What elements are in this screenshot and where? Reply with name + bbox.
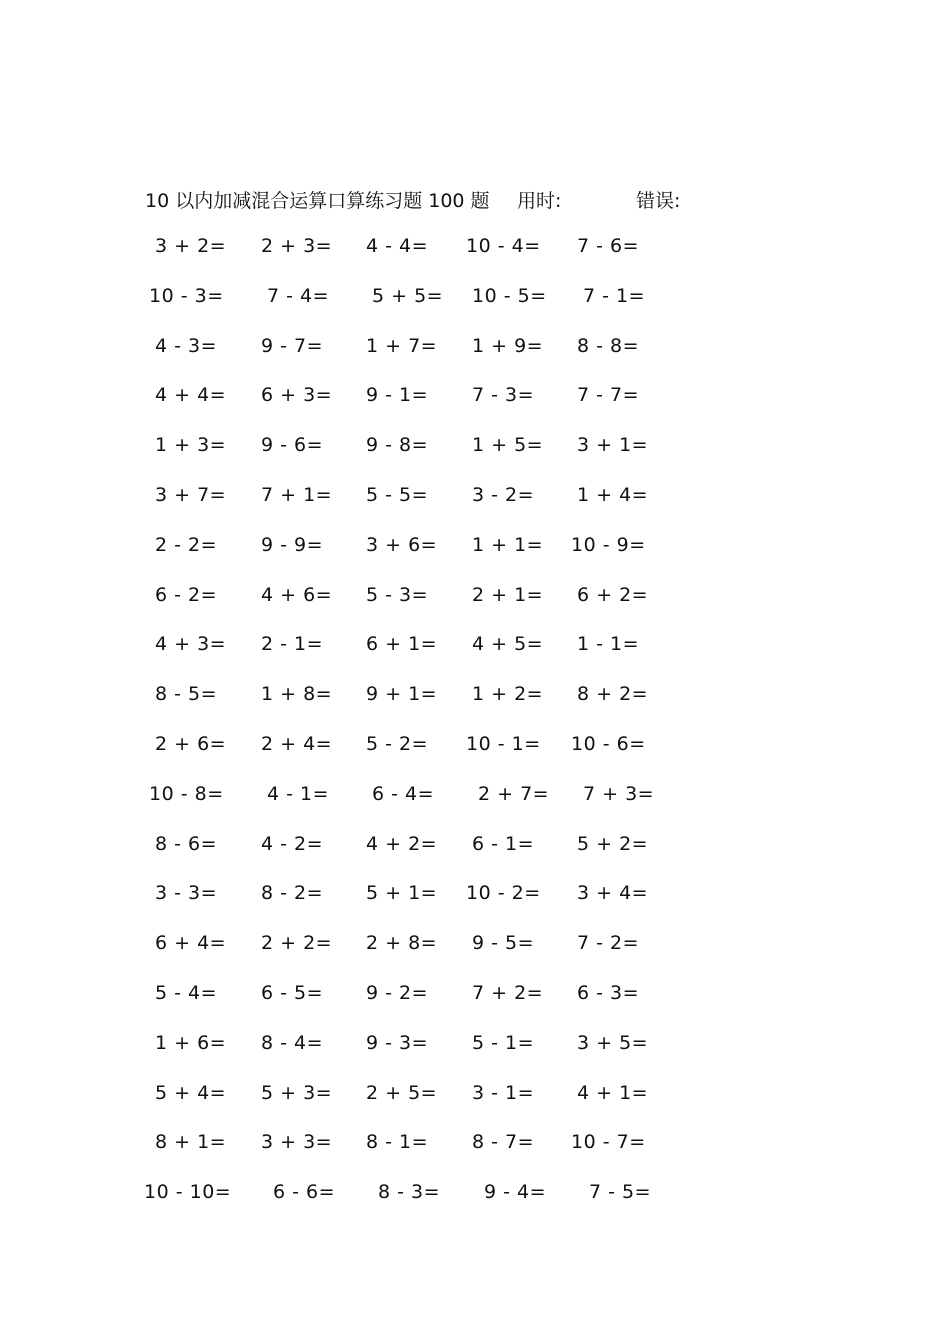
problem-cell: 5 + 3= <box>261 1081 333 1104</box>
problem-cell: 10 - 6= <box>571 732 646 755</box>
problem-cell: 10 - 2= <box>466 882 541 905</box>
problem-row <box>140 384 700 434</box>
problem-cell: 7 + 1= <box>261 483 333 506</box>
worksheet-header <box>145 186 745 216</box>
problem-cell: 3 + 6= <box>366 533 438 556</box>
problem-cell: 2 + 8= <box>366 932 438 955</box>
problem-cell: 9 - 5= <box>472 932 535 955</box>
problem-cell: 1 + 9= <box>472 334 544 357</box>
problem-cell: 6 + 4= <box>155 932 227 955</box>
problem-row <box>140 434 700 484</box>
problem-grid <box>140 235 700 1231</box>
problem-cell: 2 + 2= <box>261 932 333 955</box>
problem-cell: 3 - 3= <box>155 882 218 905</box>
problem-cell: 3 - 2= <box>472 483 535 506</box>
problem-cell: 9 - 7= <box>261 334 324 357</box>
problem-cell: 9 + 1= <box>366 683 438 706</box>
problem-cell: 10 - 10= <box>144 1181 232 1204</box>
problem-cell: 8 - 3= <box>378 1181 441 1204</box>
problem-cell: 10 - 3= <box>149 284 224 307</box>
problem-cell: 2 - 2= <box>155 533 218 556</box>
problem-cell: 7 - 1= <box>583 284 646 307</box>
problem-cell: 5 - 5= <box>366 483 429 506</box>
problem-cell: 2 + 6= <box>155 732 227 755</box>
problem-cell: 7 - 7= <box>577 384 640 407</box>
problem-cell: 10 - 9= <box>571 533 646 556</box>
problem-row <box>140 783 700 833</box>
problem-cell: 4 - 1= <box>267 782 330 805</box>
problem-cell: 5 + 2= <box>577 832 649 855</box>
problem-cell: 10 - 1= <box>466 732 541 755</box>
problem-cell: 5 - 4= <box>155 981 218 1004</box>
problem-cell: 1 + 8= <box>261 683 333 706</box>
problem-cell: 4 - 4= <box>366 235 429 257</box>
problem-cell: 1 + 5= <box>472 434 544 457</box>
problem-cell: 5 - 3= <box>366 583 429 606</box>
problem-cell: 2 + 1= <box>472 583 544 606</box>
problem-cell: 7 - 4= <box>267 284 330 307</box>
problem-cell: 3 - 1= <box>472 1081 535 1104</box>
problem-cell: 1 + 2= <box>472 683 544 706</box>
problem-cell: 6 - 4= <box>372 782 435 805</box>
problem-row <box>140 1082 700 1132</box>
problem-cell: 1 - 1= <box>577 633 640 656</box>
problem-cell: 5 + 4= <box>155 1081 227 1104</box>
problem-row <box>140 584 700 634</box>
problem-cell: 9 - 8= <box>366 434 429 457</box>
problem-row <box>140 534 700 584</box>
problem-row <box>140 1181 700 1231</box>
problem-row <box>140 1131 700 1181</box>
problem-cell: 1 + 6= <box>155 1031 227 1054</box>
problem-cell: 8 - 5= <box>155 683 218 706</box>
problem-cell: 5 - 1= <box>472 1031 535 1054</box>
problem-cell: 1 + 4= <box>577 483 649 506</box>
problem-cell: 5 + 1= <box>366 882 438 905</box>
problem-row <box>140 484 700 534</box>
problem-row <box>140 335 700 385</box>
problem-cell: 3 + 2= <box>155 235 227 257</box>
problem-cell: 8 - 1= <box>366 1131 429 1154</box>
problem-cell: 7 - 6= <box>577 235 640 257</box>
problem-cell: 4 + 6= <box>261 583 333 606</box>
problem-row <box>140 683 700 733</box>
time-label: 用时: <box>517 190 562 212</box>
problem-cell: 1 + 3= <box>155 434 227 457</box>
problem-cell: 7 - 5= <box>589 1181 652 1204</box>
problem-cell: 8 - 7= <box>472 1131 535 1154</box>
errors-label: 错误: <box>636 190 681 212</box>
problem-cell: 8 - 8= <box>577 334 640 357</box>
problem-row <box>140 932 700 982</box>
problem-cell: 3 + 4= <box>577 882 649 905</box>
problem-cell: 10 - 7= <box>571 1131 646 1154</box>
problem-cell: 5 - 2= <box>366 732 429 755</box>
problem-cell: 8 + 2= <box>577 683 649 706</box>
problem-cell: 10 - 5= <box>472 284 547 307</box>
problem-cell: 4 - 2= <box>261 832 324 855</box>
problem-row <box>140 235 700 285</box>
problem-cell: 3 + 1= <box>577 434 649 457</box>
problem-cell: 10 - 8= <box>149 782 224 805</box>
problem-cell: 2 - 1= <box>261 633 324 656</box>
problem-cell: 6 + 2= <box>577 583 649 606</box>
problem-cell: 4 - 3= <box>155 334 218 357</box>
worksheet-title: 10 以内加减混合运算口算练习题 100 题 <box>145 190 490 212</box>
problem-cell: 1 + 1= <box>472 533 544 556</box>
problem-cell: 2 + 3= <box>261 235 333 257</box>
problem-cell: 8 - 6= <box>155 832 218 855</box>
problem-cell: 9 - 9= <box>261 533 324 556</box>
problem-cell: 9 - 6= <box>261 434 324 457</box>
problem-row <box>140 982 700 1032</box>
problem-cell: 7 - 2= <box>577 932 640 955</box>
problem-cell: 6 - 2= <box>155 583 218 606</box>
problem-cell: 9 - 2= <box>366 981 429 1004</box>
problem-cell: 8 + 1= <box>155 1131 227 1154</box>
problem-cell: 6 + 3= <box>261 384 333 407</box>
problem-cell: 4 + 4= <box>155 384 227 407</box>
problem-cell: 3 + 3= <box>261 1131 333 1154</box>
problem-cell: 4 + 2= <box>366 832 438 855</box>
problem-cell: 9 - 1= <box>366 384 429 407</box>
problem-row <box>140 882 700 932</box>
problem-cell: 5 + 5= <box>372 284 444 307</box>
problem-cell: 4 + 1= <box>577 1081 649 1104</box>
problem-row <box>140 1032 700 1082</box>
problem-row <box>140 833 700 883</box>
problem-cell: 6 - 6= <box>273 1181 336 1204</box>
problem-cell: 2 + 7= <box>478 782 550 805</box>
problem-cell: 4 + 5= <box>472 633 544 656</box>
problem-cell: 2 + 5= <box>366 1081 438 1104</box>
problem-cell: 3 + 7= <box>155 483 227 506</box>
problem-row <box>140 285 700 335</box>
problem-cell: 6 - 1= <box>472 832 535 855</box>
problem-cell: 8 - 4= <box>261 1031 324 1054</box>
problem-cell: 6 - 3= <box>577 981 640 1004</box>
problem-cell: 6 - 5= <box>261 981 324 1004</box>
problem-cell: 9 - 3= <box>366 1031 429 1054</box>
problem-cell: 7 + 2= <box>472 981 544 1004</box>
problem-cell: 7 - 3= <box>472 384 535 407</box>
problem-cell: 10 - 4= <box>466 235 541 257</box>
problem-row <box>140 733 700 783</box>
problem-cell: 6 + 1= <box>366 633 438 656</box>
problem-cell: 4 + 3= <box>155 633 227 656</box>
problem-cell: 2 + 4= <box>261 732 333 755</box>
problem-cell: 3 + 5= <box>577 1031 649 1054</box>
problem-cell: 9 - 4= <box>484 1181 547 1204</box>
problem-cell: 1 + 7= <box>366 334 438 357</box>
problem-row <box>140 633 700 683</box>
problem-cell: 8 - 2= <box>261 882 324 905</box>
problem-cell: 7 + 3= <box>583 782 655 805</box>
